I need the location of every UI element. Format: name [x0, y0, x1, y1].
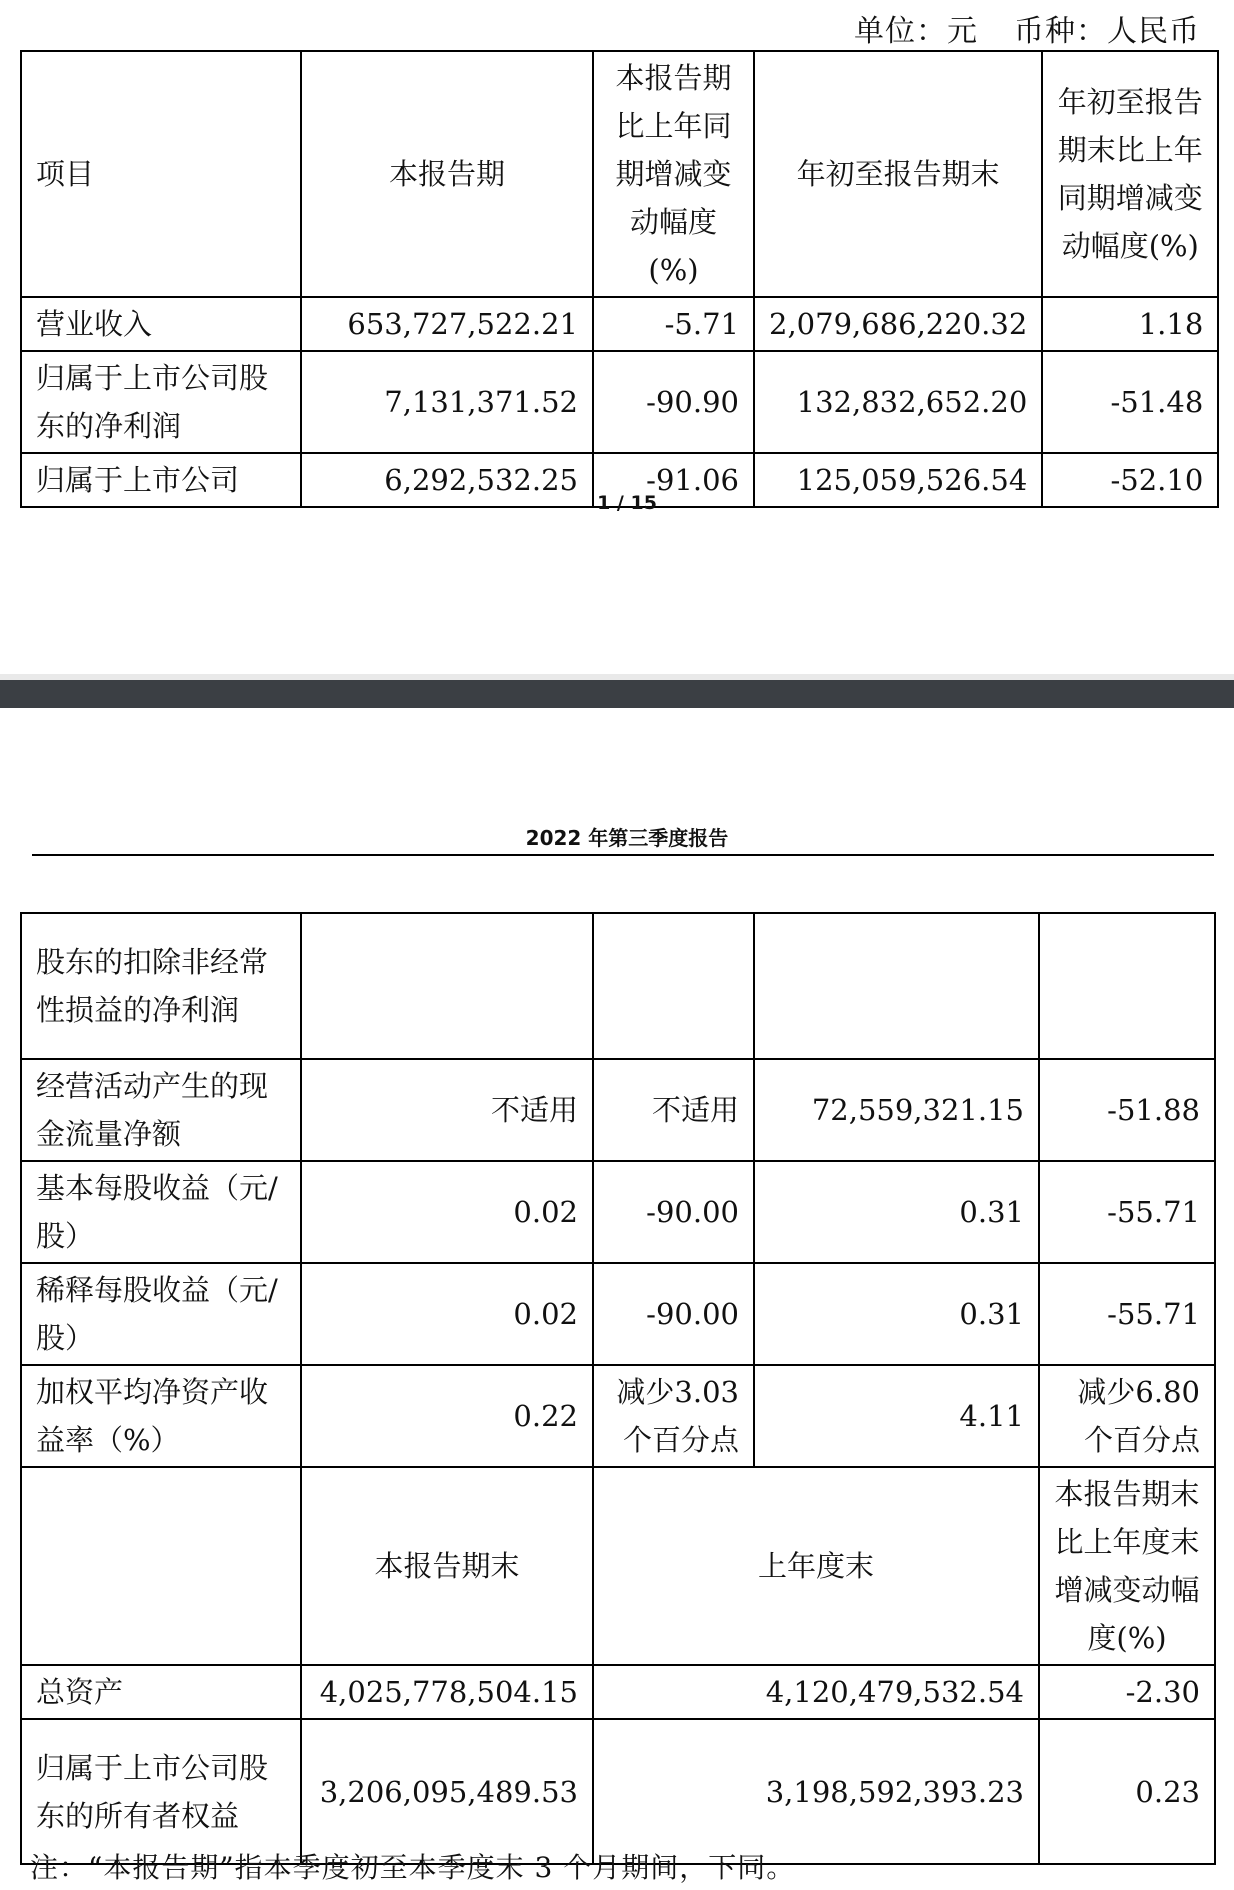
table-row: [21, 1059, 1215, 1161]
row-item: 总资产: [21, 1665, 301, 1719]
row-current: 653,727,522.21: [301, 297, 593, 351]
row-item: 基本每股收益（元/股）: [21, 1161, 301, 1263]
balance-header-item: [21, 1467, 301, 1665]
row-current-change: -90.90: [593, 351, 754, 453]
row-current: [301, 913, 593, 1059]
row-ytd: 2,079,686,220.32: [754, 297, 1042, 351]
row-item: 加权平均净资产收益率（%）: [21, 1365, 301, 1467]
balance-header-period-end: 本报告期末: [301, 1467, 593, 1665]
table-row: [21, 913, 1215, 1059]
row-item: 营业收入: [21, 297, 301, 351]
row-ytd-change: [1039, 913, 1215, 1059]
table-row: [21, 1365, 1215, 1467]
balance-header-change: 本报告期末比上年度末增减变动幅度(%): [1039, 1467, 1215, 1665]
row-ytd: 0.31: [754, 1161, 1039, 1263]
row-period-end: 4,025,778,504.15: [301, 1665, 593, 1719]
row-current: 不适用: [301, 1059, 593, 1161]
row-current: 7,131,371.52: [301, 351, 593, 453]
row-ytd: 0.31: [754, 1263, 1039, 1365]
unit-currency-line: [0, 6, 1200, 50]
table-row: [21, 1719, 1215, 1864]
row-item: 股东的扣除非经常性损益的净利润: [21, 913, 301, 1059]
row-ytd: [754, 913, 1039, 1059]
table-row: [21, 1263, 1215, 1365]
footnote: 注：“本报告期”指本季度初至本季度末 3 个月期间，下同。: [30, 1851, 796, 1884]
row-period-end: 3,206,095,489.53: [301, 1719, 593, 1864]
row-current-change: -5.71: [593, 297, 754, 351]
row-current: 0.22: [301, 1365, 593, 1467]
row-current-change: [593, 913, 754, 1059]
table-row: [21, 351, 1218, 453]
row-ytd-change: -55.71: [1039, 1161, 1215, 1263]
row-ytd: 132,832,652.20: [754, 351, 1042, 453]
row-current: 0.02: [301, 1161, 593, 1263]
balance-header-row: [21, 1467, 1215, 1665]
row-ytd-change: -52.10: [1042, 453, 1218, 507]
row-ytd-change: 1.18: [1042, 297, 1218, 351]
row-current-change: -90.00: [593, 1161, 754, 1263]
running-header: 2022 年第三季度报告: [525, 826, 729, 850]
row-current-change: 不适用: [593, 1059, 754, 1161]
header-item: 项目: [21, 51, 301, 297]
row-ytd: 4.11: [754, 1365, 1039, 1467]
row-ytd-change: 减少6.80个百分点: [1039, 1365, 1215, 1467]
header-rule: [32, 854, 1214, 856]
row-change: 0.23: [1039, 1719, 1215, 1864]
row-ytd-change: -51.48: [1042, 351, 1218, 453]
row-prior-year-end: 4,120,479,532.54: [593, 1665, 1039, 1719]
header-ytd-change: 年初至报告期末比上年同期增减变动幅度(%): [1042, 51, 1218, 297]
table-header-row: [21, 51, 1218, 297]
row-current: 0.02: [301, 1263, 593, 1365]
row-ytd-change: -55.71: [1039, 1263, 1215, 1365]
row-prior-year-end: 3,198,592,393.23: [593, 1719, 1039, 1864]
row-current-change: 减少3.03个百分点: [593, 1365, 754, 1467]
row-ytd: 72,559,321.15: [754, 1059, 1039, 1161]
currency-label: 币种：人民币: [1014, 14, 1200, 49]
row-change: -2.30: [1039, 1665, 1215, 1719]
row-current: 6,292,532.25: [301, 453, 593, 507]
table-row: [21, 1161, 1215, 1263]
unit-label: 单位：元: [854, 14, 978, 49]
financial-table-part1: [20, 50, 1219, 508]
balance-header-prior-year-end: 上年度末: [593, 1467, 1039, 1665]
table-row: [21, 297, 1218, 351]
row-item: 归属于上市公司: [21, 453, 301, 507]
table-row: [21, 1665, 1215, 1719]
header-current-change: 本报告期比上年同期增减变动幅度(%): [593, 51, 754, 297]
row-ytd: 125,059,526.54: [754, 453, 1042, 507]
row-item: 稀释每股收益（元/股）: [21, 1263, 301, 1365]
row-item: 经营活动产生的现金流量净额: [21, 1059, 301, 1161]
row-ytd-change: -51.88: [1039, 1059, 1215, 1161]
financial-table-part2: [20, 912, 1216, 1865]
row-current-change: -90.00: [593, 1263, 754, 1365]
row-item: 归属于上市公司股东的净利润: [21, 351, 301, 453]
page-number: 1 / 15: [597, 492, 657, 514]
page-break-bar: [0, 680, 1234, 708]
row-current-change: -91.06: [593, 453, 754, 507]
header-current-period: 本报告期: [301, 51, 593, 297]
row-item: 归属于上市公司股东的所有者权益: [21, 1719, 301, 1864]
header-ytd: 年初至报告期末: [754, 51, 1042, 297]
